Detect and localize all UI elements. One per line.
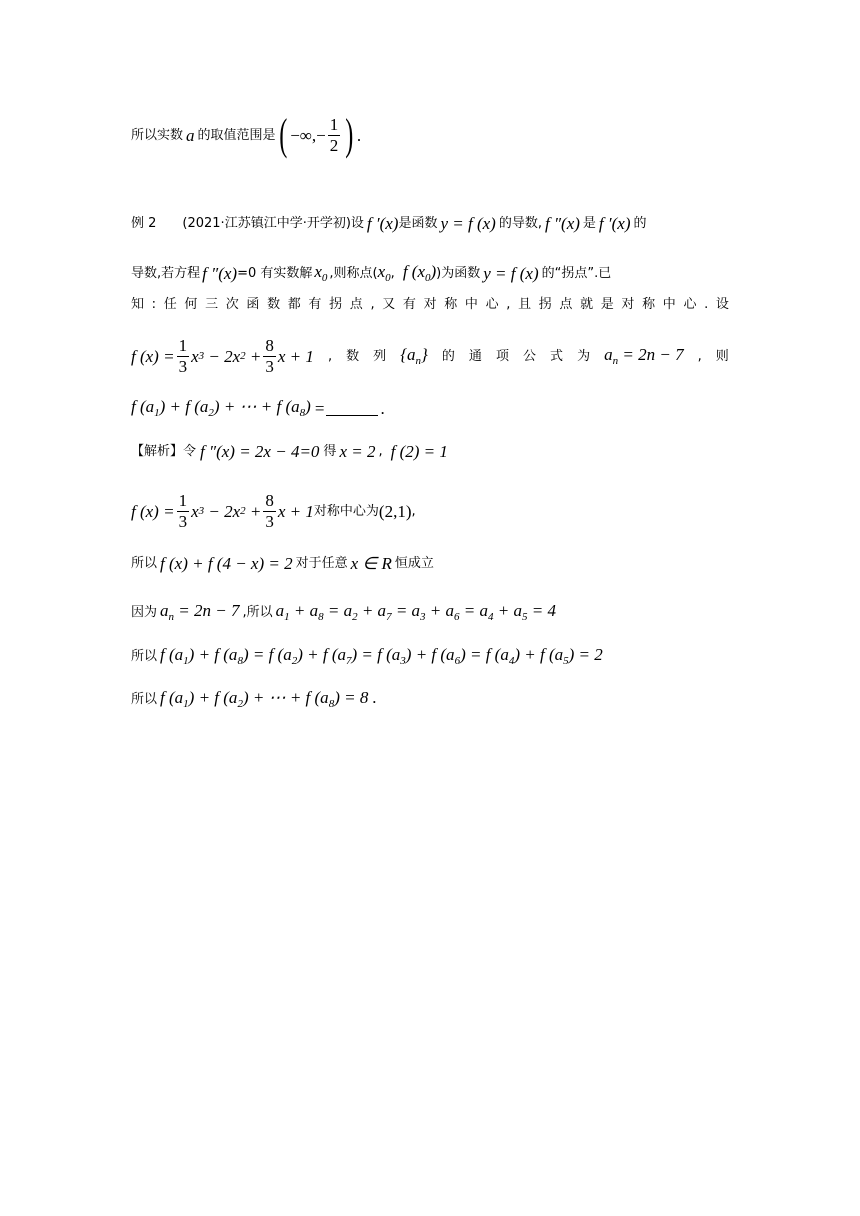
solution-line-2: f (x) = $\frac{1}{3}$ x 3 − 2x 2 + $\frac{8}{3}$ x + 1 对称中心为 (2,1) , bbox=[131, 491, 416, 531]
example-line-2: 导数,若方程 f ″(x) =0 有实数解 $x_0$ ,则称点( $x_0$ , f $(x_0)$ )为函数 y = f (x) 的“拐点”.已 bbox=[131, 262, 612, 284]
line3-char: 何 bbox=[184, 297, 198, 312]
line3-char: 有 bbox=[402, 297, 416, 312]
line3-char: : bbox=[151, 297, 157, 312]
formula-fprime: f ′(x) bbox=[366, 214, 399, 233]
line3-char: , bbox=[370, 297, 375, 312]
line3-char: 点 bbox=[559, 297, 573, 312]
line3-char: 对 bbox=[621, 297, 635, 312]
line3-char: 知 bbox=[131, 297, 145, 312]
line3-char: 拐 bbox=[329, 297, 343, 312]
solution-line-4: 因为 $a_n = 2n - 7$ ,所以 $a_1 + a_8 = a_2 + a_7 = a_3 + a_6 = a_4 + a_5 = 4$ bbox=[131, 601, 556, 623]
formula-fx-cubic: f (x) = $\frac{1}{3}$ x 3 − 2x 2 + $\frac{8}{3}$ x + 1 bbox=[131, 336, 314, 376]
solution-line-3: 所以 f (x) + f (4 − x) = 2 对于任意 x ∈ R 恒成立 bbox=[131, 554, 434, 573]
solution-label: 【解析】 bbox=[131, 444, 184, 459]
formula-fdoubleprime: f ″(x) bbox=[544, 214, 580, 233]
formula-fprime-2: f ′(x) bbox=[598, 214, 631, 233]
formula-an: $a_n = 2n - 7$ bbox=[604, 344, 684, 367]
line3-char: 又 bbox=[382, 297, 396, 312]
line3-char: 数 bbox=[267, 297, 281, 312]
line3-char: 设 bbox=[715, 297, 729, 312]
line3-char: 有 bbox=[308, 297, 322, 312]
example-line-1: 例 2 (2021·江苏镇江中学·开学初)设 f ′(x) 是函数 y = f (x) 的导数, f ″(x) 是 f ′(x) 的 bbox=[131, 214, 647, 233]
line3-char: 中 bbox=[662, 297, 676, 312]
sequence-an: $\{a_n\}$ bbox=[400, 344, 428, 367]
line3-char: 三 bbox=[205, 297, 219, 312]
answer-blank bbox=[326, 401, 378, 416]
line3-char: 都 bbox=[287, 297, 301, 312]
previous-conclusion: 所以实数 a 的取值范围是 ( −∞,− $\frac{1}{2}$ ) . bbox=[131, 110, 362, 159]
fraction-one-half: $\frac{1}{2}$ bbox=[329, 114, 339, 155]
line3-char: 次 bbox=[225, 297, 239, 312]
example-line-3 bbox=[131, 298, 729, 311]
right-paren: ) bbox=[345, 110, 354, 159]
line3-char: , bbox=[506, 297, 511, 312]
left-paren: ( bbox=[278, 110, 287, 159]
line3-char: 心 bbox=[683, 297, 697, 312]
line3-char: 点 bbox=[349, 297, 363, 312]
solution-line-1: 【解析】 令 f ″(x) = 2x − 4=0 得 x = 2 , f (2) = 1 bbox=[131, 442, 448, 461]
line3-char: 中 bbox=[464, 297, 478, 312]
example-label: 例 2 bbox=[131, 216, 157, 231]
line3-char: 称 bbox=[642, 297, 656, 312]
example-line-5: f $(a_1) + f$ $(a_2)$ + ⋯ + f $(a_8)$ = . bbox=[131, 397, 385, 419]
line3-char: 拐 bbox=[538, 297, 552, 312]
formula-y-fx: y = f (x) bbox=[440, 214, 496, 233]
line3-char: 对 bbox=[423, 297, 437, 312]
line3-char: 称 bbox=[444, 297, 458, 312]
solution-line-5: 所以 f $(a_1) + f$ $(a_8) = f$ $(a_2) + f$ $(a_7) = f$ $(a_3) + f$ $(a_6) = f$ $(a_4) + f$ $(a_5) = 2$ bbox=[131, 645, 603, 667]
example-line-4: f (x) = $\frac{1}{3}$ x 3 − 2x 2 + $\frac{8}{3}$ x + 1 , 数 列 $\{a_n\}$ 的 通 项 公 式 为 $a_n = 2n - 7$ , 则 bbox=[131, 336, 729, 376]
solution-line-6: 所以 f $(a_1) + f$ $(a_2)$ + ⋯ + f $(a_8) = 8$ . bbox=[131, 688, 377, 710]
line3-char: 就 bbox=[580, 297, 594, 312]
line3-char: 心 bbox=[485, 297, 499, 312]
line3-char: 函 bbox=[246, 297, 260, 312]
line3-char: 且 bbox=[518, 297, 532, 312]
line3-char: 是 bbox=[600, 297, 614, 312]
line3-char: 任 bbox=[163, 297, 177, 312]
line3-char: . bbox=[704, 297, 709, 312]
